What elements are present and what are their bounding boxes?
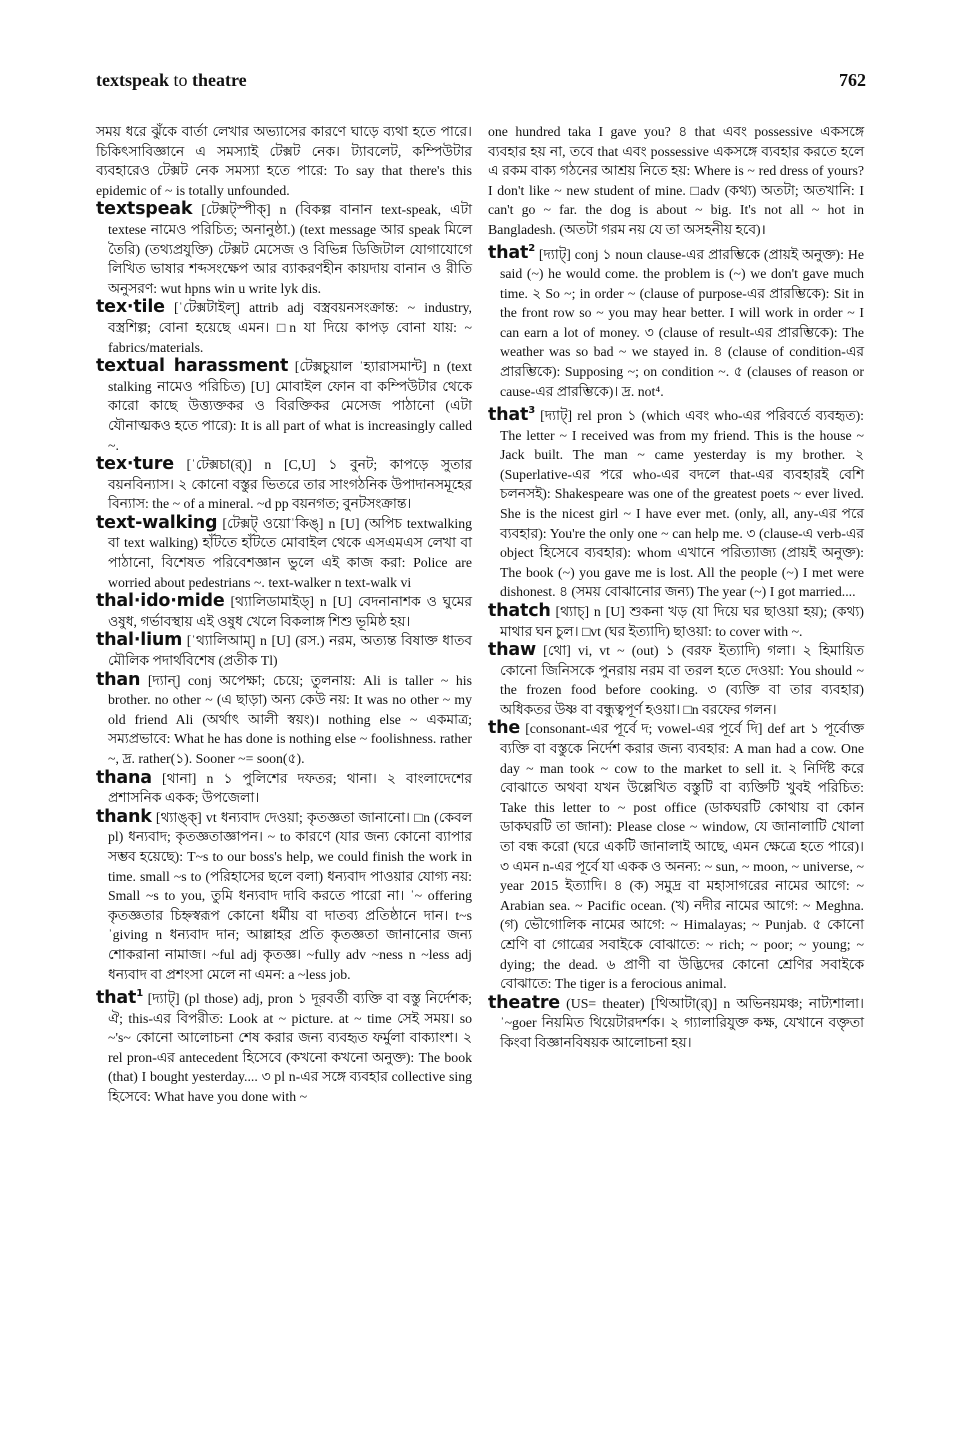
entry-thatch — [488, 602, 864, 641]
definition: (US= theater) [থিআটা(র্)] n অভিনয়মঞ্চ; নাট্যশালা। ˈ~goer নিয়মিত থিয়েটারদর্শক। ২ গ্যালারিযুক্ত কক্ষ, যেখানে বক্তৃতা কিংবা বিজ্ঞানবিষয়ক আলোচনা হয়। — [500, 995, 864, 1050]
headword-text: that — [488, 404, 529, 425]
headword: thatch — [488, 600, 551, 621]
entry-the — [488, 719, 864, 993]
entry-thank — [96, 808, 472, 984]
headword: thaw — [488, 640, 537, 661]
headword: theatre — [488, 992, 560, 1013]
headword: thal·ido·mide — [96, 591, 225, 612]
headword — [488, 405, 535, 425]
left-column — [96, 122, 472, 1107]
definition: [টেক্সচুয়াল ˈহ্যারাসমান্ট] n (text stalking নামেও পরিচিত) [U] মোবাইল ফোন বা কম্পিউটার থেকে কারো কাছে উত্ত্যক্তকর ও বিরক্তিকর মেসেজ পাঠানো (এটা যৌনাত্মকও হতে পারে): It is all part of what is increasingly called ~. — [108, 359, 472, 453]
headword: textual harassment — [96, 356, 289, 377]
entry-theatre — [488, 994, 864, 1053]
page-number: 762 — [839, 70, 866, 90]
continued-entry-text: one hundred taka I gave you? ৪ that এবং possessive একসঙ্গে ব্যবহার হয় না, তবে that এবং possessive একসঙ্গে ব্যবহার করতে হলে এ রকম বাক্য গঠনের আশ্রয় নিতে হয়: Where is ~ red dress of yours? I don't like ~ new student of mine. □adv (কথ্য) অতটা; অতখানি: I can't go ~ far. the dog is about ~ big. It's not all ~ hot in Bangladesh. (অতটা গরম নয় যে তা অসহনীয় হবে)। — [488, 124, 864, 237]
definition: [থ্যালিডামাইড্] n [U] বেদনানাশক ও ঘুমের ওষুধ, গর্ভাবস্থায় এই ওষুধ খেলে বিকলাঙ্গ শিশু ভূমিষ্ঠ হয়। — [108, 594, 472, 629]
headword: text-walking — [96, 512, 218, 533]
headword: thana — [96, 767, 152, 788]
entry-textual-harassment — [96, 357, 472, 455]
entry-that-3 — [488, 401, 864, 602]
definition: [দ্যাট্] rel pron ১ (which এবং who-এর পরিবর্তে ব্যবহৃত): The letter ~ I received was from my friend. This is the house ~ Jack built. The man ~ came yesterday is my brother. ২ (Superlative-এর পরে who-এর বদলে that-এর ব্যবহারই বেশি চলনসই): Shakespeare was one of the greatest poets ~ ever lived. She is the nicest girl ~ I have ever met. (only, all, any-এর পরে ব্যবহার): You're the only one ~ can help me. ৩ (clause-এ verb-এর object হিসেবে ব্যবহার): whom এখানে পরিত্যাজ্য (প্রায়ই অনুক্ত): The book (~) you gave me is lost. All the people (~) I met were dishonest. ৪ (সময় বোঝানোর জন্য) The year (~) I got married.... — [500, 407, 864, 600]
definition: [থ্যাচ্] n [U] শুকনা খড় (যা দিয়ে ঘর ছাওয়া হয়); (কথ্য) মাথার ঘন চুল। □vt (ঘর ইত্যাদি) ছাওয়া: to cover with ~. — [500, 603, 864, 639]
entry-that-1 — [96, 984, 472, 1106]
headword: than — [96, 669, 141, 690]
entry-texture — [96, 455, 472, 514]
entry-textspeak — [96, 200, 472, 298]
definition: [ˈথ্যালিআম্] n [U] (রস.) নরম, অত্যন্ত বিষাক্ত ধাতব মৌলিক পদার্থবিশেষ (প্রতীক Tl) — [108, 633, 472, 669]
definition: [দ্যাট্] conj ১ noun clause-এর প্রারম্ভিকে (প্রায়ই অনুক্ত): He said (~) he would come. the problem is (~) we don't gave much time. ২ So ~; in order ~ (clause of purpose-এর প্রারম্ভিকে): Sit in the front row so ~ you may hear better. I will work in order ~ I can earn a lot of money. ৩ (clause of result-এর প্রারম্ভিকে): The weather was so bad ~ we stayed in. ৪ (clause of condition-এর প্রারম্ভিকে): Supposing ~; on condition ~. ৫ (clauses of reason or cause-এর প্রারম্ভিকে)। দ্র. not⁴. — [500, 246, 864, 399]
definition: [থানা] n ১ পুলিশের দফতর; থানা। ২ বাংলাদেশের প্রশাসনিক একক; উপজেলা। — [108, 770, 472, 806]
entry-thaw — [488, 641, 864, 719]
right-column — [488, 122, 864, 1053]
entry-thalidomide — [96, 592, 472, 631]
headword-text: that — [96, 987, 137, 1008]
definition: [টেক্সট্‌স্পীক্] n (বিকল্প বানান text-speak, এটা textese নামেও পরিচিত; অনানুষ্ঠা.) (text message আর speak মিলে তৈরি) (তথ্যপ্রযুক্তি) টেক্সট মেসেজ ও বিভিন্ন ডিজিটাল যোগাযোগে লিখিত ভাষার শব্দসংক্ষেপ আর ব্যাকরণহীন কায়দায় বানান ও রীতি অনুসরণ: wut hpns win u write lyk dis. — [108, 202, 472, 296]
headword: tex·ture — [96, 454, 174, 475]
running-head — [96, 70, 247, 91]
entry-thallium — [96, 631, 472, 670]
homograph-number: 2 — [528, 243, 535, 255]
definition: [consonant-এর পূর্বে দ; vowel-এর পূর্বে দি] def art ১ পূর্বোক্ত ব্যক্তি বা বস্তুকে নির্দেশ করার জন্য ব্যবহার: A man had a cow. One day ~ man took ~ cow to the market to sell it. ২ নির্দিষ্ট করে বোঝাতে অথবা যখন উল্লেখিত বস্তুটি বা ব্যক্তিটি খুবই পরিচিত: Take this letter to ~ post office (ডাকঘরটি কোথায় বা কোন ডাকঘরটি তা জানা): Please close ~ window, যে জানালাটি খোলা তা বন্ধ করো (ঘরে একটি জানালাই আছে, এমন ক্ষেত্রে হতে পারে)। ৩ এমন n-এর পূর্বে যা একক ও অনন্য: ~ sun, ~ moon, ~ universe, ~ year 2015 ইত্যাদি। ৪ (ক) সমুদ্র বা মহাসাগরের নামের আগে: ~ Arabian sea. ~ Pacific ocean. (খ) নদীর নামের আগে: ~ Meghna. (গ) ভৌগোলিক নামের আগে: ~ Himalayas; ~ Punjab. ৫ কোনো শ্রেণি বা গোত্রের সবাইকে বোঝাতে: ~ rich; ~ poor; ~ young; ~ dying; the dead. ৬ প্রাণী বা উদ্ভিদের কোনো শ্রেণির সবাইকে বোঝাতে: The tiger is a ferocious animal. — [500, 721, 864, 992]
definition: [ˈটেক্সটাইল্] attrib adj বস্ত্রবয়নসংক্রান্ত: ~ industry, বস্ত্রশিল্প; বোনা হয়েছে এমন। □n যা দিয়ে কাপড় বোনা যায়: ~ fabrics/materials. — [108, 300, 472, 355]
entry-than — [96, 671, 472, 769]
definition: [থো] vi, vt ~ (out) ১ (বরফ ইত্যাদি) গলা। ২ হিমায়িত কোনো জিনিসকে পুনরায় নরম বা তরল হতে দেওয়া: You should ~ the frozen food before cooking. ৩ (ব্যক্তি বা তার ব্যবহার) অধিকতর উষ্ণ বা বন্ধুত্বপূর্ণ হওয়া। □n বরফের গলন। — [500, 643, 864, 717]
headword: textspeak — [96, 199, 193, 220]
headword: the — [488, 718, 521, 739]
entry-text-walking — [96, 514, 472, 592]
continued-entry-text: সময় ধরে ঝুঁকে বার্তা লেখার অভ্যাসের কারণে ঘাড়ে ব্যথা হতে পারে। চিকিৎসাবিজ্ঞানে এ সমস্যাই টেক্সট নেক। ট্যাবলেট, কম্পিউটার ব্যবহারেও টেক্সট নেক সমস্যা হতে পারে: To say that there's this epidemic of ~ is totally unfounded. — [96, 124, 472, 198]
headword: tex·tile — [96, 297, 165, 318]
entry-textile — [96, 298, 472, 357]
definition: [দ্যাট্] (pl those) adj, pron ১ দূরবর্তী ব্যক্তি বা বস্তু নির্দেশক; ঐ; this-এর বিপরীত: Look at ~ picture. at ~ time সেই সময়। so ~'s~ কোনো আলোচনা শেষ করার জন্য ব্যবহৃত ফর্মুলা বাক্যাংশ। ২ rel pron-এর antecedent হিসেবে (কখনো কখনো অনুক্ত): The book (that) I bought yesterday.... ৩ pl n-এর সঙ্গে ব্যবহার collective sing হিসেবে: What have you done with ~ — [108, 990, 472, 1104]
running-header — [96, 70, 866, 96]
definition: [টেক্সট্ ওয়োˈকিঙ্] n [U] (অপিচ textwalking বা text walking) হাঁটতে হাঁটতে মোবাইল থেকে এসএমএস লেখা বা পাঠানো, বিশেষত পরিবেশজ্ঞান ভুলে এই কাজ করা: Police are worried about pedestrians ~. text-walker n text-walk vi — [108, 515, 472, 590]
definition: [দ্যান্] conj অপেক্ষা; চেয়ে; তুলনায়: Ali is taller ~ his brother. no other ~ (এ ছাড়া) অন্য কেউ নয়: It was no other ~ my old friend Ali (অর্থাৎ আলী স্বয়ং)। nothing else ~ একমাত্র; সম্যপ্রভাবে: What he has done is nothing else ~ foolishness. rather ~, দ্র. rather(১). Sooner ~= soon(৫). — [108, 672, 472, 766]
first-guide-word: textspeak — [96, 70, 169, 90]
homograph-number: 1 — [136, 988, 143, 1000]
last-guide-word: theatre — [192, 70, 247, 90]
headword-text: that — [488, 243, 529, 264]
headword — [488, 243, 535, 263]
headword — [96, 988, 143, 1008]
definition: [থ্যাঙ্ক্] vt ধন্যবাদ দেওয়া; কৃতজ্ঞতা জানানো। □n (কেবল pl) ধন্যবাদ; কৃতজ্ঞতাজ্ঞাপন। ~ to কারণে (যার জন্য কোনো ব্যাপার সম্ভব হয়েছে): T~s to our boss's help, we could finish the work in time. small ~s to (পরিহাসের ছলে বলা) ধন্যবাদ পাওয়ার যোগ্য নয়: Small ~s to you, তুমি ধন্যবাদ দাবি করতে পারো না। ˈ~ offering কৃতজ্ঞতার চিহ্নস্বরূপ কোনো ধর্মীয় বা দাতব্য প্রতিষ্ঠানে দান। t~s ˈgiving n ধন্যবাদ দান; আল্লাহর প্রতি কৃতজ্ঞতা জানানোর জন্য শোকরানা নামাজ। ~ful adj কৃতজ্ঞ। ~fully adv ~ness n ~less adj ধন্যবাদ বা প্রশংসা মেলে না এমন: a ~less job. — [108, 809, 472, 982]
homograph-number: 3 — [528, 405, 535, 417]
entry-that-2 — [488, 240, 864, 402]
guide-word-connector: to — [173, 70, 188, 90]
headword: thank — [96, 806, 152, 827]
headword: thal·lium — [96, 630, 183, 651]
entry-thana — [96, 769, 472, 808]
definition: [ˈটেক্সচা(র্)] n [C,U] ১ বুনট; কাপড়ে সুতার বয়নবিন্যাস। ২ কোনো বস্তুর ভিতরে তার সাংগঠনিক উপাদানসমূহের বিন্যাস: the ~ of a mineral. ~d pp বয়নগত; বুনটসংক্রান্ত। — [108, 457, 472, 512]
